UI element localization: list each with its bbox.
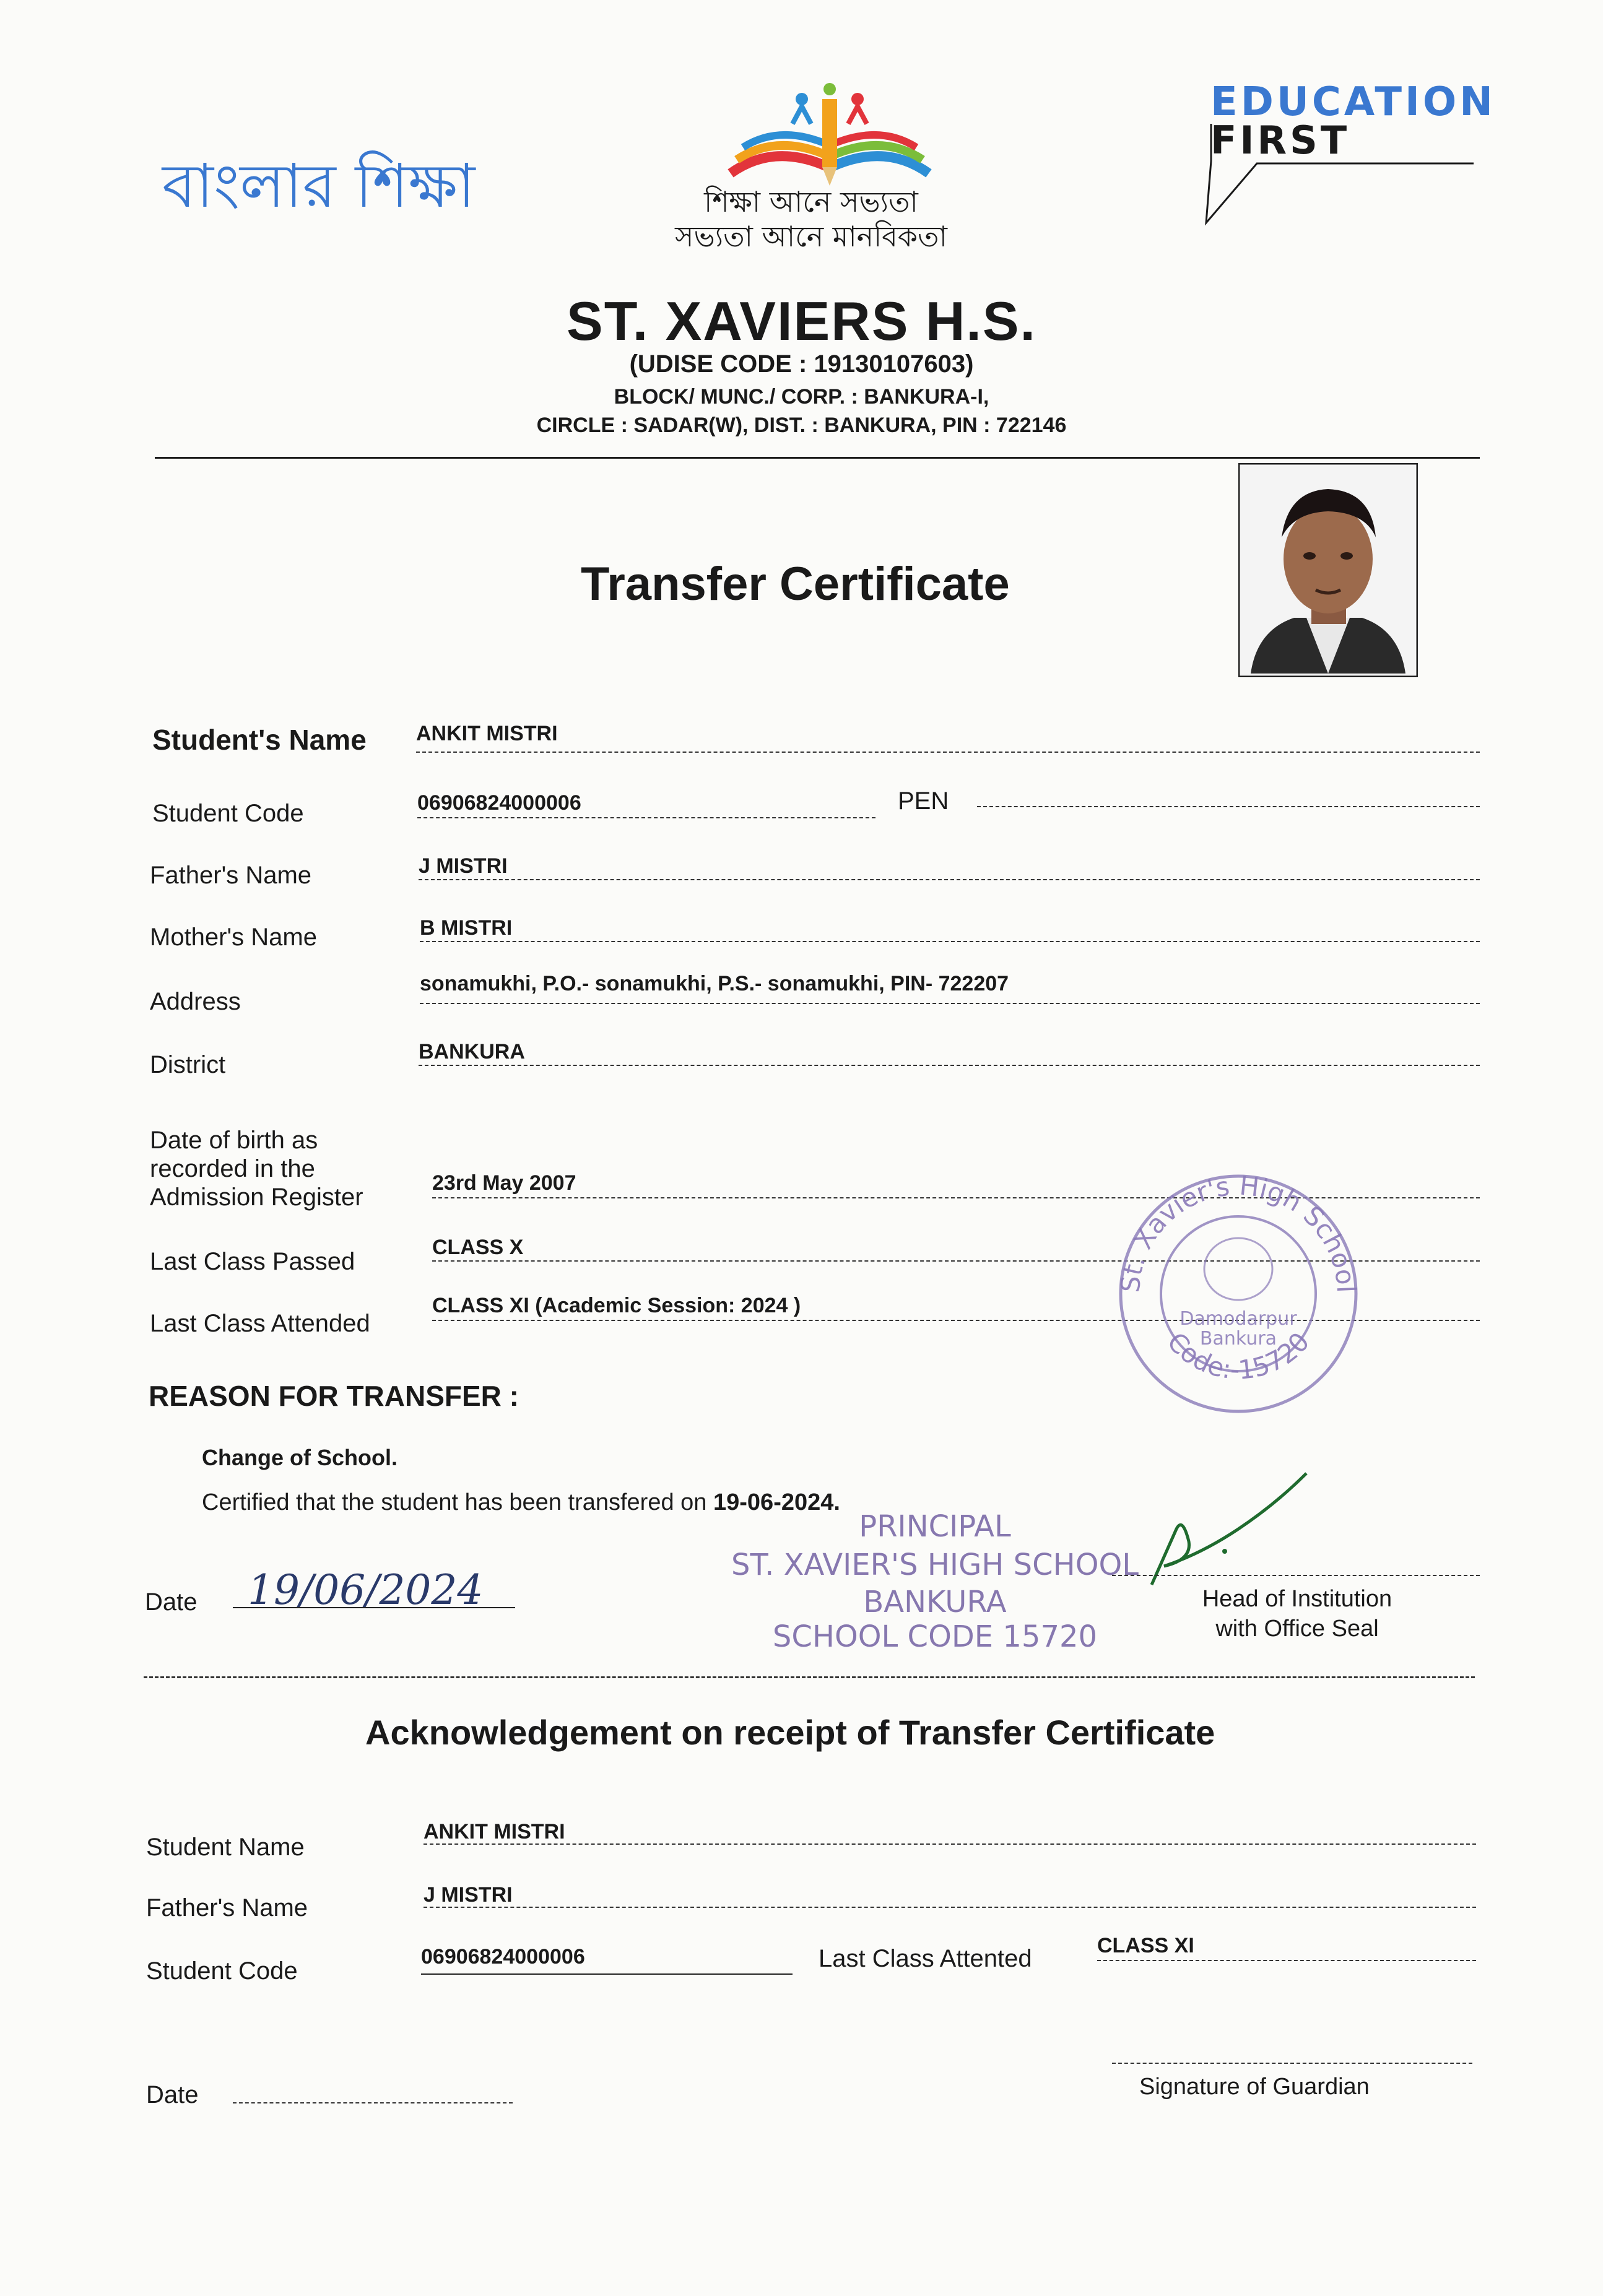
- ack-student-name-line: [424, 1843, 1476, 1845]
- seal-place-2: Bankura: [1199, 1328, 1277, 1349]
- date-line: [233, 1607, 515, 1608]
- education-badge-line2: FIRST: [1210, 118, 1350, 163]
- reason-text: Change of School.: [202, 1445, 398, 1470]
- stamp-line-1: PRINCIPAL: [859, 1509, 1011, 1544]
- cut-line: [144, 1676, 1475, 1678]
- seal-place-1: Damodarpur: [1179, 1308, 1297, 1330]
- last-class-passed-value: CLASS X: [432, 1236, 524, 1259]
- circle-info: CIRCLE : SADAR(W), DIST. : BANKURA, PIN : 722146: [536, 414, 1067, 437]
- header-divider: [155, 457, 1480, 459]
- udise-code: (UDISE CODE : 19130107603): [629, 350, 974, 378]
- father-name-label: Father's Name: [150, 862, 312, 889]
- dob-label-line2: recorded in the: [150, 1155, 315, 1182]
- education-badge-line1: EDUCATION: [1210, 79, 1496, 125]
- last-class-passed-label: Last Class Passed: [150, 1248, 355, 1275]
- student-code-value: 06906824000006: [417, 791, 581, 815]
- father-name-value: J MISTRI: [419, 854, 508, 878]
- mother-name-label: Mother's Name: [150, 924, 317, 951]
- ack-father-name-label: Father's Name: [146, 1894, 308, 1921]
- student-code-line: [417, 817, 875, 818]
- seal-top-text: St. Xavier's High School: [1114, 1170, 1362, 1294]
- dob-label-line1: Date of birth as: [150, 1127, 318, 1154]
- student-name-label: Student's Name: [152, 724, 367, 756]
- principal-signature: [1139, 1461, 1325, 1597]
- speech-bubble-icon: [1201, 111, 1486, 235]
- head-institution-line1: Head of Institution: [1202, 1586, 1392, 1612]
- pen-label: PEN: [898, 787, 949, 815]
- head-institution-line2: with Office Seal: [1215, 1616, 1379, 1642]
- pen-line: [977, 806, 1480, 807]
- ack-student-code-label: Student Code: [146, 1957, 298, 1985]
- svg-text:St. Xavier's High School: [1115, 1170, 1362, 1293]
- motto-line-1: শিক্ষা আনে সভ্যতা: [704, 185, 918, 219]
- school-name: ST. XAVIERS H.S.: [567, 290, 1036, 352]
- mother-name-value: B MISTRI: [420, 916, 513, 940]
- district-line: [419, 1065, 1480, 1066]
- seal-bottom-text: Code:-15720: [1161, 1326, 1316, 1385]
- ack-student-code-line: [421, 1973, 793, 1975]
- ack-date-label: Date: [146, 2081, 199, 2108]
- address-line: [420, 1003, 1480, 1004]
- stamp-line-3: BANKURA: [863, 1585, 1007, 1619]
- date-label: Date: [145, 1588, 198, 1616]
- student-photo: [1238, 463, 1418, 677]
- student-code-label: Student Code: [152, 800, 304, 827]
- father-name-line: [419, 879, 1480, 880]
- dob-label-line3: Admission Register: [150, 1184, 363, 1211]
- bangla-shiksha-title: বাংলার শিক্ষা: [162, 151, 476, 222]
- ack-last-class-line: [1097, 1960, 1476, 1961]
- stamp-line-2: ST. XAVIER'S HIGH SCHOOL: [731, 1548, 1139, 1582]
- block-info: BLOCK/ MUNC./ CORP. : BANKURA-I,: [614, 385, 989, 409]
- last-class-attended-label: Last Class Attended: [150, 1310, 370, 1337]
- ack-last-class-value: CLASS XI: [1097, 1934, 1194, 1957]
- guardian-sign-label: Signature of Guardian: [1139, 2074, 1370, 2100]
- certificate-title: Transfer Certificate: [581, 558, 1010, 610]
- date-handwritten: 19/06/2024: [248, 1566, 484, 1614]
- student-name-line: [416, 752, 1480, 753]
- principal-sign-line: [1112, 1575, 1480, 1576]
- ack-father-name-line: [424, 1907, 1476, 1908]
- ack-title: Acknowledgement on receipt of Transfer Certificate: [365, 1713, 1215, 1752]
- banglar-shiksha-logo: [718, 80, 941, 192]
- certified-date: 19-06-2024.: [713, 1489, 840, 1515]
- reason-heading: REASON FOR TRANSFER :: [149, 1380, 519, 1412]
- ack-father-name-value: J MISTRI: [424, 1883, 513, 1907]
- ack-date-line: [233, 2102, 513, 2103]
- ack-student-name-value: ANKIT MISTRI: [424, 1820, 565, 1843]
- district-value: BANKURA: [419, 1040, 525, 1064]
- stamp-line-4: SCHOOL CODE 15720: [772, 1619, 1098, 1654]
- school-round-seal: [1114, 1170, 1362, 1418]
- district-label: District: [150, 1051, 226, 1078]
- certified-text: Certified that the student has been transfered on: [202, 1489, 707, 1515]
- motto-line-2: সভ্যতা আনে মানবিকতা: [675, 220, 947, 253]
- address-label: Address: [150, 988, 241, 1015]
- address-value: sonamukhi, P.O.- sonamukhi, P.S.- sonamukhi, PIN- 722207: [420, 972, 1009, 995]
- guardian-sign-line: [1112, 2063, 1472, 2064]
- ack-last-class-label: Last Class Attented: [819, 1945, 1032, 1972]
- ack-student-name-label: Student Name: [146, 1834, 305, 1861]
- last-class-attended-value: CLASS XI (Academic Session: 2024 ): [432, 1294, 801, 1317]
- ack-student-code-value: 06906824000006: [421, 1945, 585, 1969]
- student-name-value: ANKIT MISTRI: [416, 722, 558, 745]
- mother-name-line: [420, 941, 1480, 942]
- dob-value: 23rd May 2007: [432, 1171, 576, 1195]
